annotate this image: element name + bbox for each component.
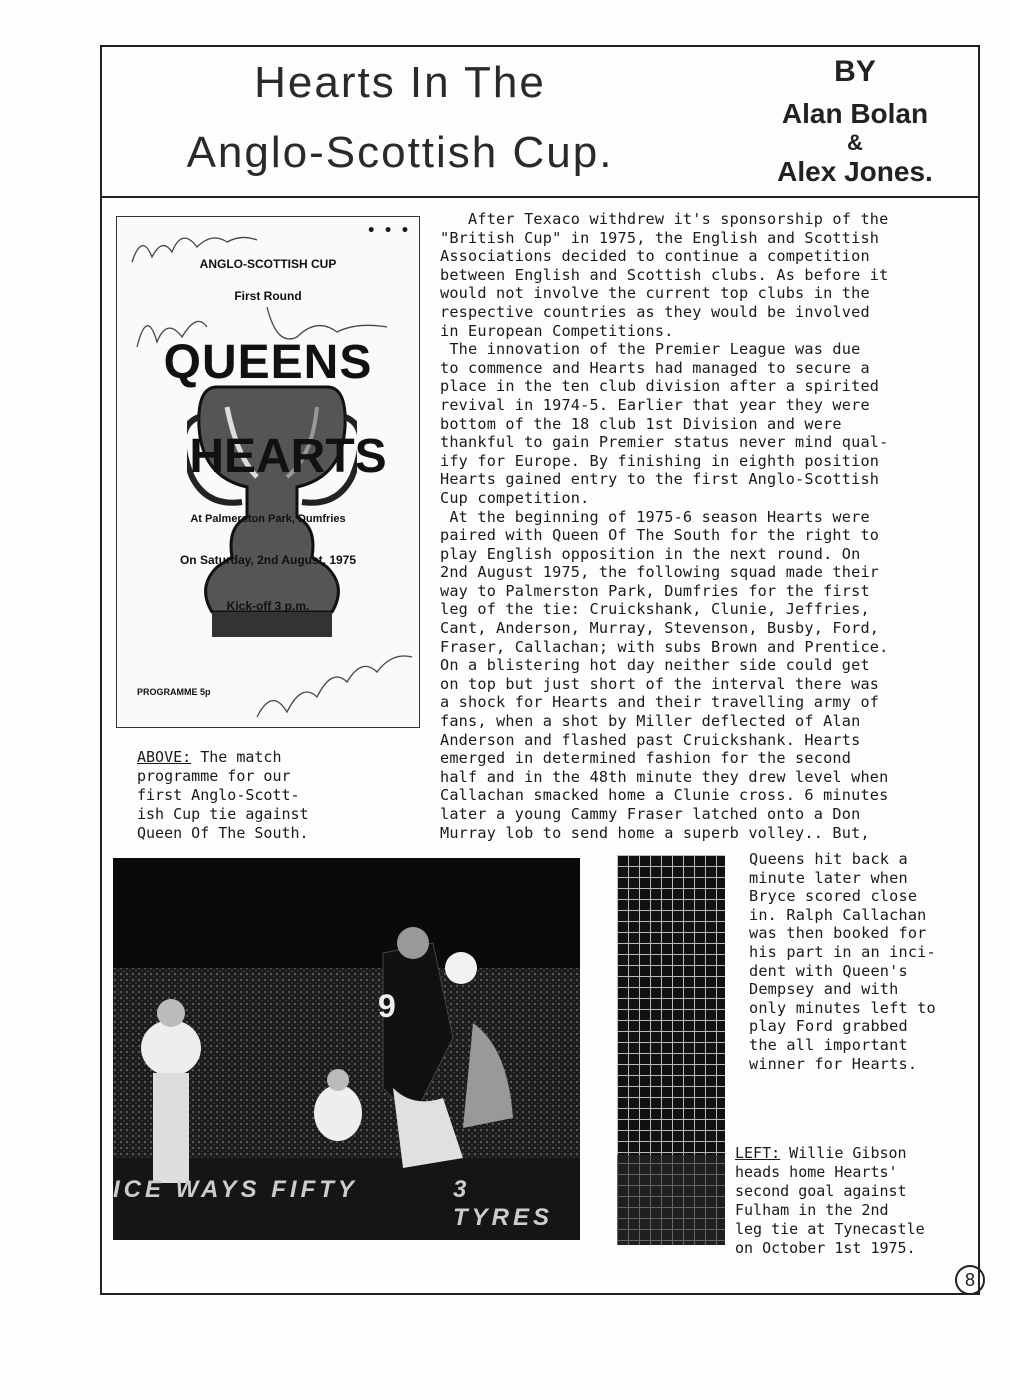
programme-dots: • • • bbox=[367, 223, 410, 239]
header-divider bbox=[100, 196, 980, 198]
page-number: 8 bbox=[955, 1265, 985, 1295]
byline-author-1: Alan Bolan bbox=[781, 98, 929, 129]
goal-net-photo bbox=[617, 855, 725, 1245]
programme-date: On Saturday, 2nd August, 1975 bbox=[179, 553, 357, 567]
advertising-banner: ICE WAYS FIFTY bbox=[113, 1176, 358, 1203]
player-shirt-number: 9 bbox=[378, 988, 396, 1024]
caption-text-above: The match programme for our first Anglo-Scott- ish Cup tie against Queen Of The South. bbox=[137, 748, 309, 842]
programme-competition: ANGLO-SCOTTISH CUP bbox=[199, 257, 337, 271]
programme-round: First Round bbox=[234, 289, 302, 303]
byline-ampersand: & bbox=[847, 130, 863, 155]
autograph-signature-2 bbox=[127, 297, 407, 357]
byline-by: BY bbox=[834, 55, 876, 88]
caption-label-left: LEFT: bbox=[735, 1144, 781, 1162]
programme-team-1: QUEENS bbox=[163, 336, 373, 389]
match-photo bbox=[113, 858, 580, 1240]
programme-team-2: HEARTS bbox=[189, 430, 387, 483]
caption-label-above: ABOVE: bbox=[137, 748, 192, 766]
autograph-signature-1 bbox=[127, 222, 267, 272]
match-programme-image bbox=[116, 216, 420, 728]
article-title-line1: Hearts In The bbox=[254, 58, 546, 107]
autograph-signature-3 bbox=[247, 637, 417, 727]
article-body-side: Queens hit back a minute later when Bryce scored close in. Ralph Callachan was then booked for his part in an inci- dent with Queen's Dempsey and with only minutes left to play Ford grabbed the all important winner for Hearts. bbox=[749, 850, 936, 1073]
caption-text-left: Willie Gibson heads home Hearts' second goal against Fulham in the 2nd leg tie at Tynecastle on October 1st 1975. bbox=[735, 1144, 925, 1257]
programme-venue: At Palmerston Park, Dumfries bbox=[190, 513, 346, 525]
photo-caption bbox=[735, 1144, 925, 1258]
byline-author-2: Alex Jones. bbox=[777, 156, 933, 187]
advertising-banner-2: 3 TYRES bbox=[453, 1176, 554, 1231]
article-body-main: After Texaco withdrew it's sponsorship of the "British Cup" in 1975, the English and Scottish Associations decided to continue a competition between English and Scottish clubs. As before it would not involve the current top clubs in the respective countries as they would be involved in European Competitions. The innovation of the Premier League was due to commence and Hearts had managed to secure a place in the ten club division after a spirited revival in 1974-5. Earlier that year they were bottom of the 18 club 1st Division and were thankful to gain Premier status never mind qual- ify for Europe. By finishing in eighth position Hearts gained entry to the first Anglo-Scottish Cup competition. At the beginning of 1975-6 season Hearts were paired with Queen Of The South for the right to play English opposition in the next round. On 2nd August 1975, the following squad made their way to Palmerston Park, Dumfries for the first leg of the tie: Cruickshank, Clunie, Jeffries, Cant, Anderson, Murray, Stevenson, Busby, Ford, Fraser, Callachan; with subs Brown and Prentice. On a blistering hot day neither side could get on top but just short of the interval there was a shock for Hearts and their travelling army of fans, when a shot by Miller deflected of Alan Anderson and flashed past Cruickshank. Hearts emerged in determined fashion for the second half and in the 48th minute they drew level when Callachan smacked home a Clunie cross. 6 minutes later a young Cammy Fraser latched onto a Don Murray lob to send home a superb volley.. But, bbox=[440, 210, 889, 842]
programme-kickoff: Kick-off 3 p.m. bbox=[226, 599, 310, 613]
article-title-line2: Anglo-Scottish Cup. bbox=[186, 128, 614, 177]
programme-price: PROGRAMME 5p bbox=[137, 687, 211, 697]
programme-caption bbox=[137, 748, 309, 843]
